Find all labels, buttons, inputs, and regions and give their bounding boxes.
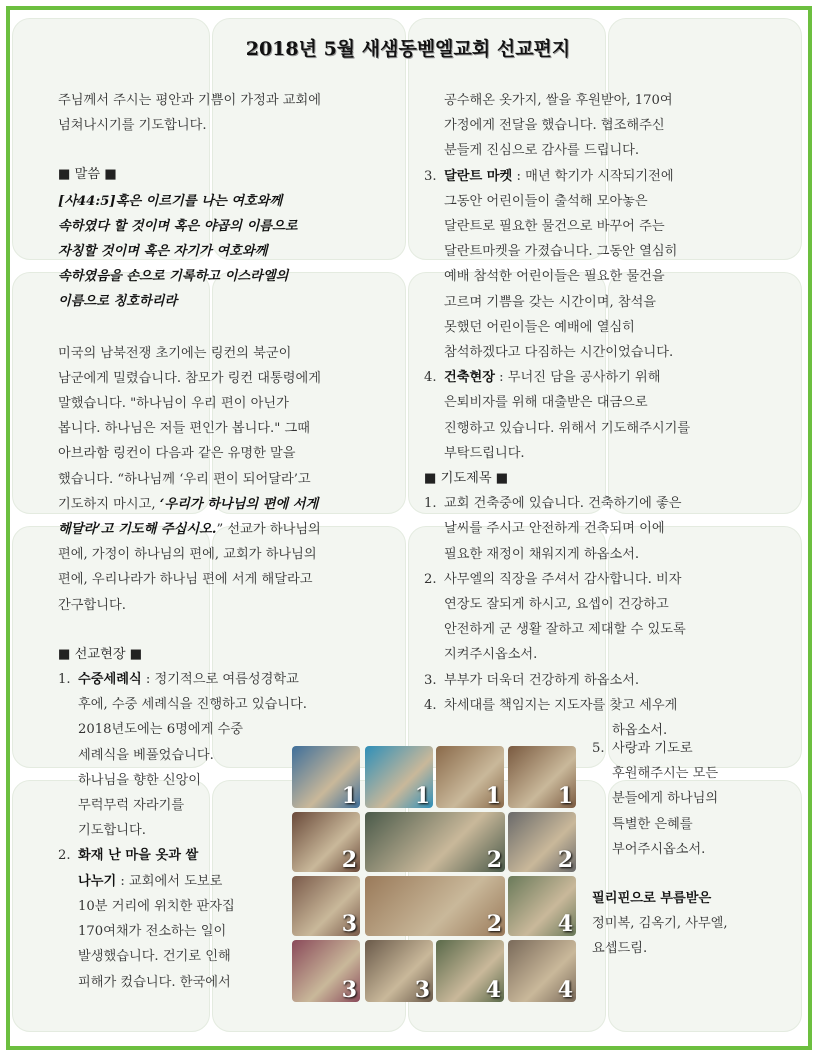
item-line: 분들에게 하나님의 — [612, 791, 719, 807]
item-line: 후에, 수중 세례식을 진행하고 있습니다. — [78, 697, 307, 713]
story-text: ” 선교가 하나님의 — [216, 522, 321, 538]
mission-item — [58, 667, 398, 692]
item-line: 특별한 은혜를 — [612, 816, 693, 832]
photo — [292, 940, 360, 1002]
photo — [292, 812, 360, 872]
item-title: 달란트 마켓 — [444, 168, 513, 184]
item-line: 예배 참석한 어린이들은 필요한 물건을 — [444, 269, 665, 285]
item-title: 수중세례식 — [78, 672, 142, 688]
item-line: 못했던 어린이들은 예배에 열심히 — [444, 319, 635, 335]
photo — [508, 876, 576, 936]
item-line: 참석하겠다고 다짐하는 시간이었습니다. — [444, 345, 674, 361]
item-number: 1. — [58, 672, 71, 688]
word-heading: ■ 말씀 ■ — [58, 167, 117, 183]
prayer-item — [592, 736, 792, 862]
photo-number: 3 — [341, 977, 357, 1002]
signature-heading: 필리핀으로 부름받은 — [592, 891, 712, 906]
photo-number: 3 — [414, 977, 430, 1002]
mission-item-body — [424, 390, 764, 466]
photo — [365, 812, 505, 872]
photo — [436, 940, 504, 1002]
item-line: 안전하게 군 생활 잘하고 제대할 수 있도록 — [444, 622, 686, 638]
story-line: 아브라함 링컨이 다음과 같은 유명한 말을 — [58, 446, 296, 462]
item-line: 170여채가 전소하는 일이 — [78, 924, 227, 940]
photo — [508, 812, 576, 872]
intro-line: 넘쳐나시기를 기도합니다. — [58, 118, 207, 134]
item-line: 사랑과 기도로 — [612, 741, 693, 756]
photo-number: 4 — [485, 977, 501, 1002]
item-line: 은퇴비자를 위해 대출받은 대금으로 — [444, 395, 648, 411]
item-line: 발생했습니다. 건기로 인해 — [78, 949, 231, 965]
mission-item — [424, 164, 764, 189]
item-line: 기도합니다. — [78, 823, 146, 839]
item-line: 후원해주시는 모든 — [612, 766, 719, 782]
prayer-item — [424, 491, 764, 567]
verse-line: [사44:5]혹은 이르기를 나는 여호와께 — [58, 193, 283, 209]
mission-item — [424, 365, 764, 390]
photo — [365, 876, 505, 936]
item-number: 2. — [424, 571, 437, 587]
intro-line: 주님께서 주시는 평안과 기쁨이 가정과 교회에 — [58, 93, 322, 108]
item-line: 연장도 잘되게 하시고, 요셉이 건강하고 — [444, 597, 669, 613]
item-number: 3. — [424, 168, 437, 184]
verse-line: 자칭할 것이며 혹은 자기가 여호와께 — [58, 244, 268, 260]
item-text: : 교회에서 도보로 — [116, 873, 223, 889]
verse-line: 이름으로 칭호하리라 — [58, 294, 178, 310]
photo-number: 2 — [486, 911, 502, 936]
mission-heading: ■ 선교현장 ■ — [58, 646, 143, 662]
signature-names: 정미복, 김옥기, 사무엘, — [592, 916, 728, 932]
prayer-heading: ■ 기도제목 ■ — [424, 471, 509, 487]
signature-names: 요셉드림. — [592, 941, 648, 957]
story-line: 봅니다. 하나님은 저들 편인가 봅니다." 그때 — [58, 421, 310, 437]
photo — [292, 746, 360, 808]
page-title: 2018년 5월 새샘동벧엘교회 선교편지 — [245, 38, 571, 60]
photo-number: 1 — [341, 783, 357, 808]
verse-line: 속하였음을 손으로 기록하고 이스라엘의 — [58, 269, 289, 285]
item-line: 부어주시옵소서. — [612, 841, 706, 857]
item-line: 무럭무럭 자라기를 — [78, 798, 185, 814]
story-emphasis: ‘우리가 하나님의 편에 서게 — [159, 496, 319, 512]
item-number: 2. — [58, 848, 71, 864]
item-number: 4. — [424, 697, 437, 713]
story-emphasis: 해달라’고 기도해 주십시오. — [58, 522, 217, 538]
item-line: 달란트로 필요한 물건으로 바꾸어 주는 — [444, 219, 665, 235]
photo-number: 2 — [557, 847, 573, 872]
story-line: 편에, 가정이 하나님의 편에, 교회가 하나님의 — [58, 547, 317, 563]
item-line: 그동안 어린이들이 출석해 모아놓은 — [444, 193, 648, 209]
photo-number: 2 — [341, 847, 357, 872]
item-text: : 매년 학기가 시작되기전에 — [512, 168, 674, 184]
item-line: 달란트마켓을 가졌습니다. 그동안 열심히 — [444, 244, 678, 260]
photo — [365, 746, 433, 808]
story-line: 간구합니다. — [58, 597, 126, 613]
item-line: 필요한 재정이 채워지게 하옵소서. — [444, 546, 640, 562]
photo-number: 1 — [485, 783, 501, 808]
item-line: 사무엘의 직장을 주셔서 감사합니다. 비자 — [444, 571, 682, 587]
item-line: 차세대를 책임지는 지도자를 찾고 세우게 — [444, 697, 678, 713]
photo — [292, 876, 360, 936]
mission-item-body — [424, 189, 764, 365]
photo — [508, 746, 576, 808]
item-number: 5. — [592, 741, 605, 756]
item-line: 부부가 더욱더 건강하게 하옵소서. — [444, 672, 640, 688]
story-line — [58, 492, 398, 517]
scripture-verse — [58, 189, 398, 315]
photo-number: 4 — [557, 911, 573, 936]
photo-number: 1 — [557, 783, 573, 808]
photo — [436, 746, 504, 808]
story-line: 했습니다. “하나님께 ‘우리 편이 되어달라’고 — [58, 471, 311, 487]
item-line: 하나님을 향한 신앙이 — [78, 772, 202, 788]
prayer-item — [424, 668, 764, 693]
item-text: : 정기적으로 여름성경학교 — [141, 672, 299, 688]
item-title: 나누기 — [78, 873, 117, 889]
photo-number: 1 — [414, 783, 430, 808]
item-line: 교회 건축중에 있습니다. 건축하기에 좋은 — [444, 496, 682, 512]
item-line: 분들게 진심으로 감사를 드립니다. — [444, 143, 640, 159]
story-paragraph — [58, 341, 398, 618]
item-line: 진행하고 있습니다. 위해서 기도해주시기를 — [444, 420, 691, 436]
mission-item-continued — [424, 88, 764, 164]
item-title: 화재 난 마을 옷과 쌀 — [78, 848, 199, 864]
story-line: 남군에게 밀렸습니다. 참모가 링컨 대통령에게 — [58, 370, 322, 386]
item-line: 피해가 컸습니다. 한국에서 — [78, 974, 231, 990]
photo-number: 2 — [486, 847, 502, 872]
item-line: 10분 거리에 위치한 판자집 — [78, 898, 235, 914]
item-number: 1. — [424, 496, 437, 512]
item-line: 날씨를 주시고 안전하게 건축되며 이에 — [444, 521, 665, 537]
item-title: 건축현장 — [444, 370, 495, 386]
item-line: 하옵소서. — [612, 723, 668, 739]
prayer-item — [424, 567, 764, 668]
signature — [592, 886, 792, 962]
item-line: 지켜주시옵소서. — [444, 647, 538, 663]
story-line: 편에, 우리나라가 하나님 편에 서게 해달라고 — [58, 572, 313, 588]
item-line: 세례식을 베풀었습니다. — [78, 747, 214, 763]
item-line: 2018년도에는 6명에게 수중 — [78, 722, 243, 738]
photo-number: 3 — [341, 911, 357, 936]
story-line — [58, 517, 398, 542]
story-text: 기도하지 마시고, — [58, 496, 160, 512]
right-column — [424, 88, 764, 743]
item-line: 고르며 기쁨을 갖는 시간이며, 참석을 — [444, 294, 657, 310]
prayer-item — [424, 693, 764, 718]
story-line: 말했습니다. "하나님이 우리 편이 아닌가 — [58, 396, 289, 412]
photo — [508, 940, 576, 1002]
item-line: 공수해온 옷가지, 쌀을 후원받아, 170여 — [444, 93, 673, 108]
item-number: 3. — [424, 672, 437, 688]
item-line: 가정에게 전달을 했습니다. 협조해주신 — [444, 118, 665, 134]
item-line: 부탁드립니다. — [444, 445, 525, 461]
photo-number: 4 — [557, 977, 573, 1002]
photo — [365, 940, 433, 1002]
item-number: 4. — [424, 370, 437, 386]
story-line: 미국의 남북전쟁 초기에는 링컨의 북군이 — [58, 345, 292, 361]
verse-line: 속하였다 할 것이며 혹은 야곱의 이름으로 — [58, 218, 298, 234]
item-text: : 무너진 담을 공사하기 위해 — [494, 370, 661, 386]
